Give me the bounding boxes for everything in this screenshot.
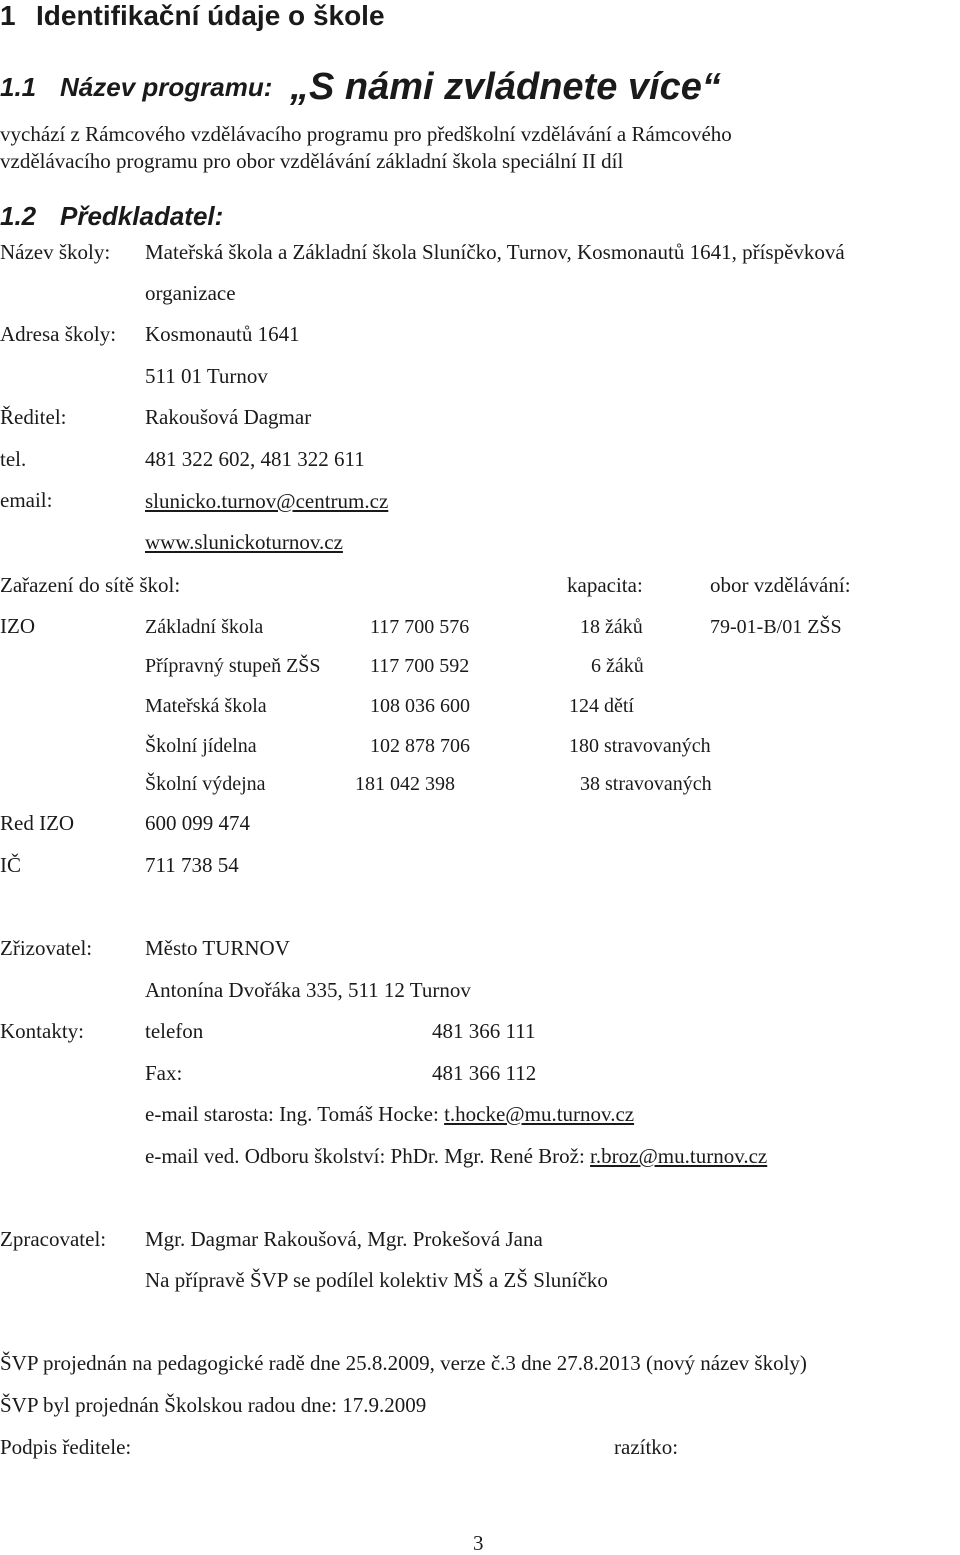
facility-izo: 102 878 706 [370, 735, 470, 757]
processor-collective: Na přípravě ŠVP se podílel kolektiv MŠ a ZŠ Sluníčko [145, 1268, 608, 1292]
tel-value: 481 322 602, 481 322 611 [145, 447, 365, 471]
capacity-header: kapacita: [567, 573, 643, 597]
facility-capacity: 18 žáků [580, 616, 643, 638]
program-desc-line2: vzdělávacího programu pro obor vzdělávání základní škola speciální II díl [0, 149, 624, 173]
facility-field: 79-01-B/01 ZŠS [710, 616, 842, 638]
director-label: Ředitel: [0, 405, 67, 429]
mayor-email-link[interactable]: t.hocke@mu.turnov.cz [444, 1102, 635, 1126]
facility-izo: 108 036 600 [370, 695, 470, 717]
facility-izo: 117 700 576 [370, 616, 470, 638]
program-name: „S námi zvládnete více“ [290, 66, 721, 108]
school-name-line2: organizace [145, 281, 236, 305]
phone-label: telefon [145, 1019, 204, 1043]
facility-name: Školní výdejna [145, 773, 266, 795]
facility-izo: 117 700 592 [370, 655, 470, 677]
processor-names: Mgr. Dagmar Rakoušová, Mgr. Prokešová Jana [145, 1227, 543, 1251]
address-label: Adresa školy: [0, 322, 117, 346]
contacts-label: Kontakty: [0, 1019, 84, 1043]
processor-label: Zpracovatel: [0, 1227, 107, 1251]
ic-label: IČ [0, 853, 21, 877]
facility-name: Školní jídelna [145, 735, 257, 757]
approval-line2: ŠVP byl projednán Školskou radou dne: 17.9.2009 [0, 1393, 427, 1417]
facility-capacity: 6 žáků [591, 655, 644, 677]
approval-line1: ŠVP projednán na pedagogické radě dne 25.8.2009, verze č.3 dne 27.8.2013 (nový název školy) [0, 1351, 807, 1375]
school-web-link[interactable]: www.slunickoturnov.cz [145, 530, 343, 554]
program-number: 1.1 [0, 72, 37, 102]
network-label: Zařazení do sítě škol: [0, 573, 181, 597]
dept-email-label: e-mail ved. Odboru školství: PhDr. Mgr. René Brož: [145, 1144, 585, 1168]
phone-value: 481 366 111 [432, 1019, 536, 1043]
mayor-email-line [145, 1104, 634, 1125]
program-desc-line1: vychází z Rámcového vzdělávacího programu pro předškolní vzdělávání a Rámcového [0, 122, 732, 146]
facility-capacity: 38 stravovaných [580, 773, 712, 795]
address-line2: 511 01 Turnov [145, 364, 268, 388]
dept-email-link[interactable]: r.broz@mu.turnov.cz [590, 1144, 768, 1168]
dept-email-line [145, 1146, 767, 1167]
founder-address: Antonína Dvořáka 335, 511 12 Turnov [145, 978, 471, 1002]
mayor-email-label: e-mail starosta: Ing. Tomáš Hocke: [145, 1102, 439, 1126]
facility-capacity: 180 stravovaných [569, 735, 711, 757]
section-number: 1 [0, 0, 16, 31]
fax-label: Fax: [145, 1061, 183, 1085]
ic-value: 711 738 54 [145, 853, 239, 877]
page-number: 3 [473, 1531, 484, 1555]
school-email-link[interactable]: slunicko.turnov@centrum.cz [145, 489, 389, 513]
director-name: Rakoušová Dagmar [145, 405, 312, 429]
facility-capacity: 124 dětí [569, 695, 634, 717]
email-label: email: [0, 488, 53, 512]
facility-name: Přípravný stupeň ZŠS [145, 655, 321, 677]
founder-label: Zřizovatel: [0, 936, 93, 960]
fax-value: 481 366 112 [432, 1061, 537, 1085]
signature-label: Podpis ředitele: [0, 1435, 132, 1459]
stamp-label: razítko: [614, 1435, 679, 1459]
facility-name: Mateřská škola [145, 695, 267, 717]
address-line1: Kosmonautů 1641 [145, 322, 300, 346]
facility-name: Základní škola [145, 616, 264, 638]
red-izo-label: Red IZO [0, 811, 75, 835]
field-header: obor vzdělávání: [710, 573, 851, 597]
founder-name: Město TURNOV [145, 936, 290, 960]
tel-label: tel. [0, 447, 27, 471]
section-title: Identifikační údaje o škole [36, 0, 385, 31]
red-izo-value: 600 099 474 [145, 811, 250, 835]
school-name-label: Název školy: [0, 240, 111, 264]
school-name-line1: Mateřská škola a Základní škola Sluníčko, Turnov, Kosmonautů 1641, příspěvková [145, 240, 845, 264]
predkladatel-label: Předkladatel: [60, 201, 224, 231]
facility-izo: 181 042 398 [355, 773, 455, 795]
izo-label: IZO [0, 614, 35, 638]
predkladatel-number: 1.2 [0, 201, 37, 231]
program-label: Název programu: [60, 72, 273, 102]
